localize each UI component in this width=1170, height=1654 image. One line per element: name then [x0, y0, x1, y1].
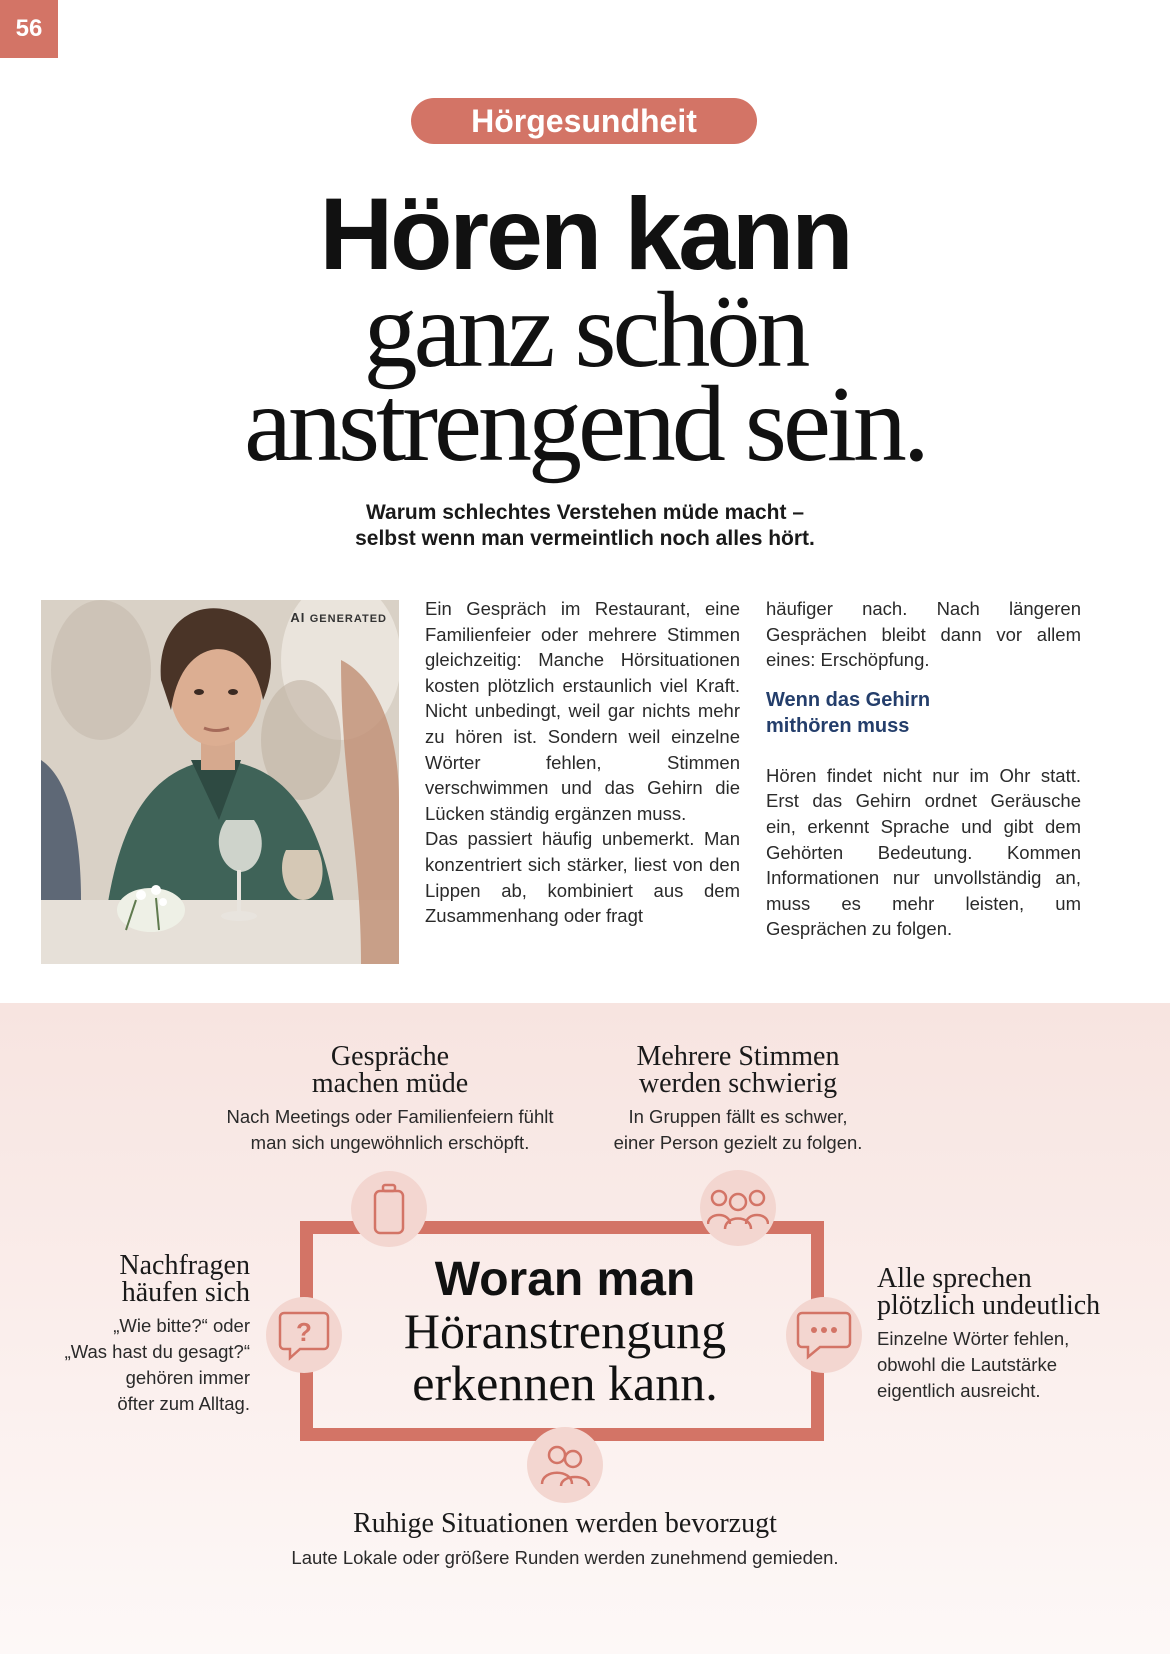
group-icon	[700, 1170, 776, 1246]
feature-unclear-title	[877, 1265, 1167, 1319]
article-paragraph: häufiger nach. Nach längeren Gesprächen bleibt dann vor allem eines: Erschöpfung.	[766, 598, 1081, 671]
feature-text-line: In Gruppen fällt es schwer,	[628, 1106, 848, 1127]
page-number: 56	[0, 0, 58, 58]
feature-text-line: einer Person gezielt zu folgen.	[613, 1132, 863, 1153]
feature-title-line: Alle sprechen	[877, 1263, 1032, 1294]
topic-pill: Hörgesundheit	[411, 98, 757, 144]
feature-voices-title	[578, 1043, 898, 1097]
feature-voices-text	[578, 1104, 898, 1156]
feature-title-line: werden schwierig	[638, 1068, 838, 1099]
infographic-title-line-1: Woran man	[434, 1253, 696, 1306]
feature-title-line: häufen sich	[121, 1277, 250, 1308]
two-people-icon	[527, 1427, 603, 1503]
headline-line-2: ganz schön	[363, 271, 807, 390]
article-column-2	[766, 596, 1081, 942]
article-photo	[41, 600, 399, 964]
feature-questions-text	[20, 1313, 250, 1417]
feature-quiet-text: Laute Lokale oder größere Runden werden zunehmend gemieden.	[291, 1547, 839, 1568]
feature-text-line: man sich ungewöhnlich erschöpft.	[250, 1132, 530, 1153]
subheading-line-2: mithören muss	[766, 714, 910, 737]
article-column-1	[425, 596, 740, 929]
article-paragraph: Hören findet nicht nur im Ohr statt. Erst das Gehirn ordnet Geräusche ein, erkennt Sprache und gibt dem Gehörten Bedeutung. Kommen Informationen nur unvollständig an, muss es mehr leisten, um Gesprächen zu folgen.	[766, 764, 1081, 940]
subheadline-line-2: selbst wenn man vermeintlich noch alles hört.	[355, 527, 815, 550]
speech-bubble-icon	[786, 1297, 862, 1373]
infographic-title-line-2: Höranstrengung	[403, 1303, 727, 1359]
headline-line-3: anstrengend sein.	[244, 365, 926, 484]
feature-text-line: Einzelne Wörter fehlen,	[877, 1328, 1070, 1349]
feature-tired-title	[200, 1043, 580, 1097]
feature-title-line: Nachfragen	[119, 1250, 250, 1281]
feature-tired-text	[200, 1104, 580, 1156]
feature-text-line: eigentlich ausreicht.	[877, 1380, 1041, 1401]
svg-text:?: ?	[296, 1317, 312, 1347]
article-paragraph: Das passiert häufig unbemerkt. Man konzentriert sich stärker, liest von den Lippen ab, kombiniert aus dem Zusammenhang oder fragt	[425, 828, 740, 927]
question-bubble-icon	[266, 1297, 342, 1373]
ai-badge-prefix: AI	[290, 610, 306, 625]
infographic-title-line-3: erkennen kann.	[412, 1355, 718, 1411]
article-paragraph: Ein Gespräch im Restaurant, eine Familienfeier oder mehrere Stimmen gleichzeitig: Manche Hörsituationen kosten plötzlich erstaunlich viel Kraft. Nicht unbedingt, weil gar nichts mehr zu hören ist. Sondern weil einzelne Wörter fehlen, Stimmen verschwimmen und das Gehirn die Lücken ständig ergänzen muss.	[425, 598, 740, 824]
ai-generated-badge	[290, 610, 387, 625]
battery-icon	[351, 1171, 427, 1247]
subheading-line-1: Wenn das Gehirn	[766, 688, 931, 711]
headline-line-1: Hören kann	[319, 177, 851, 291]
feature-quiet-title: Ruhige Situationen werden bevorzugt	[353, 1508, 777, 1539]
feature-unclear-text	[877, 1326, 1147, 1404]
feature-questions-title	[40, 1252, 250, 1306]
ai-badge-label: GENERATED	[309, 613, 387, 625]
feature-text-line: „Was hast du gesagt?“	[64, 1341, 250, 1362]
subheadline-line-1: Warum schlechtes Verstehen müde macht –	[365, 501, 805, 524]
feature-title-line: machen müde	[311, 1068, 469, 1099]
feature-text-line: „Wie bitte?“ oder	[113, 1315, 250, 1336]
feature-title-line: plötzlich undeutlich	[877, 1290, 1101, 1321]
feature-text-line: öfter zum Alltag.	[117, 1393, 250, 1414]
article-subheading	[766, 687, 1081, 739]
feature-text-line: obwohl die Lautstärke	[877, 1354, 1057, 1375]
feature-title-line: Gespräche	[330, 1041, 450, 1072]
feature-text-line: gehören immer	[125, 1367, 250, 1388]
feature-title-line: Mehrere Stimmen	[636, 1041, 840, 1072]
woman-at-dinner-illustration	[41, 600, 399, 964]
feature-text-line: Nach Meetings oder Familienfeiern fühlt	[226, 1106, 554, 1127]
